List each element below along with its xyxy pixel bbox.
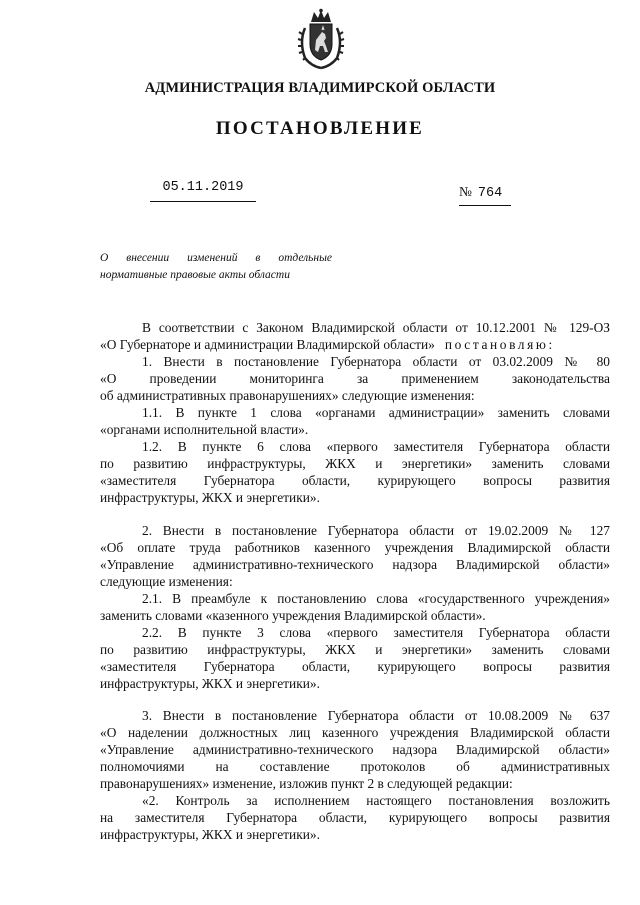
paragraph-2-2: [100, 624, 610, 692]
document-subject: [100, 250, 332, 284]
text-line: [100, 336, 610, 353]
text-line: инфраструктуры, ЖКХ и энергетики».: [100, 675, 320, 691]
document-type-title: ПОСТАНОВЛЕНИЕ: [215, 118, 425, 139]
paragraph-1-2: [100, 438, 610, 506]
text-line: правонарушениях» изменение, изложив пункт 2 в следующей редакции:: [100, 776, 513, 792]
resolution-word: постановляю:: [444, 337, 555, 353]
text-line: 2. Внести в постановление Губернатора области от 19.02.2009 № 127: [142, 522, 610, 538]
text-line: 1. Внести в постановление Губернатора области от 03.02.2009 № 80: [142, 354, 610, 370]
document-number: 764: [477, 186, 503, 201]
paragraph-3: [100, 707, 610, 792]
text-line: об административных правонарушениях» следующие изменения:: [100, 388, 475, 404]
text-line: инфраструктуры, ЖКХ и энергетики».: [100, 827, 320, 843]
document-date: 05.11.2019: [150, 180, 256, 202]
text-line: «О проведении мониторинга за применением законодательства: [100, 371, 610, 387]
text-line: на заместителя Губернатора области, курирующего вопросы развития: [100, 810, 610, 826]
text-line: заменить словами «казенного учреждения Владимирской области».: [100, 607, 486, 623]
number-sign: №: [459, 184, 472, 199]
text-line: «Управление административно-технического надзора Владимирской области»: [100, 556, 610, 572]
paragraph-3-quote: [100, 792, 610, 843]
subject-line: нормативные правовые акты области: [100, 269, 290, 281]
paragraph-2: [100, 522, 610, 590]
text-fragment: «О Губернаторе и администрации Владимирской области»: [100, 337, 435, 353]
subject-line: О внесении изменений в отдельные: [100, 252, 332, 264]
paragraph-1: [100, 353, 610, 404]
text-line: по развитию инфраструктуры, ЖКХ и энергетики» заменить словами: [100, 456, 610, 472]
text-line: полномочиями на составление протоколов об административных: [100, 759, 610, 775]
document-body: [100, 319, 610, 843]
organization-title: АДМИНИСТРАЦИЯ ВЛАДИМИРСКОЙ ОБЛАСТИ: [144, 80, 496, 96]
text-line: «заместителя Губернатора области, курирующего вопросы развития: [100, 658, 610, 674]
text-line: 3. Внести в постановление Губернатора области от 10.08.2009 № 637: [142, 707, 610, 723]
text-line: 1.1. В пункте 1 слова «органами администрации» заменить словами: [142, 405, 610, 421]
text-line: «Управление административно-технического надзора Владимирской области»: [100, 742, 610, 758]
text-line: «О наделении должностных лиц казенного учреждения Владимирской области: [100, 725, 610, 741]
text-line: «Об оплате труда работников казенного учреждения Владимирской области: [100, 539, 610, 555]
text-line: «органами исполнительной власти».: [100, 422, 309, 438]
text-line: «заместителя Губернатора области, курирующего вопросы развития: [100, 473, 610, 489]
coat-of-arms-icon: [296, 8, 346, 70]
text-line: инфраструктуры, ЖКХ и энергетики».: [100, 490, 320, 506]
paragraph-2-1: [100, 590, 610, 624]
paragraph-1-1: [100, 404, 610, 438]
preamble-paragraph: [100, 319, 610, 353]
text-line: следующие изменения:: [100, 573, 233, 589]
text-line: по развитию инфраструктуры, ЖКХ и энергетики» заменить словами: [100, 641, 610, 657]
text-line: «2. Контроль за исполнением настоящего постановления возложить: [142, 793, 610, 809]
document-number-field: [459, 184, 511, 206]
text-line: 2.1. В преамбуле к постановлению слова «государственного учреждения»: [142, 590, 610, 606]
text-line: 2.2. В пункте 3 слова «первого заместителя Губернатора области: [142, 624, 610, 640]
text-line: В соответствии с Законом Владимирской области от 10.12.2001 № 129-ОЗ: [142, 320, 610, 335]
text-line: 1.2. В пункте 6 слова «первого заместителя Губернатора области: [142, 439, 610, 455]
